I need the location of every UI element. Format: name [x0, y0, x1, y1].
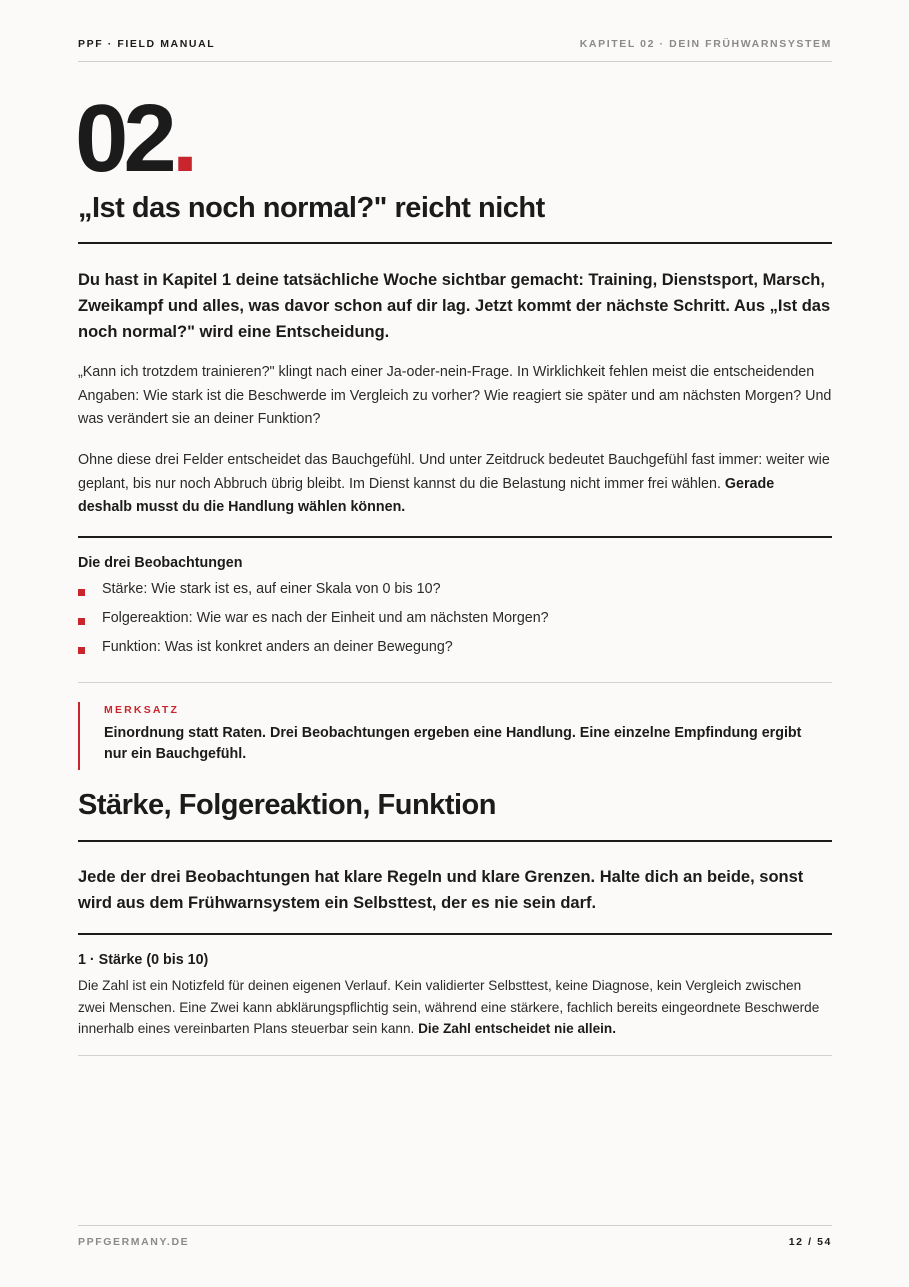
subsection-heading: 1 · Stärke (0 bis 10) — [78, 952, 209, 968]
bullet-square-icon — [78, 647, 85, 654]
section-rule — [78, 840, 832, 842]
footer-website: PPFGERMANY.DE — [78, 1236, 190, 1248]
subsection-end-rule — [78, 1055, 832, 1056]
section-lead: Jede der drei Beobachtungen hat klare Regeln und klare Grenzen. Halte dich an beide, sonst wird aus dem Frühwarnsystem ein Selbsttest, der es nie sein darf. — [78, 868, 804, 912]
page-footer — [78, 1225, 832, 1248]
subsection-text-body: Die Zahl ist ein Notizfeld für deinen eigenen Verlauf. Kein validierter Selbsttest, keine Diagnose, kein Vergleich zwischen zwei Menschen. Eine Zwei kann abklärungspflichtig sein, während eine stärkere, fachlich bereits eingeordnete Beschwerde innerhalb eines vereinbarten Plans steuerbar sein kann. — [78, 978, 820, 1036]
intro-paragraph-2-text: Ohne diese drei Felder entscheidet das Bauchgefühl. Und unter Zeitdruck bedeutet Bauchgefühl fast immer: weiter wie geplant, bis nur noch Abbruch übrig bleibt. Im Dienst kannst du die Belastung nicht immer frei wählen. — [78, 452, 830, 492]
callout-divider — [78, 682, 832, 683]
list-item-text: Funktion: Was ist konkret anders an deiner Bewegung? — [102, 639, 453, 655]
list-item-text: Folgereaktion: Wie war es nach der Einheit und am nächsten Morgen? — [102, 610, 549, 626]
merksatz-label: MERKSATZ — [104, 704, 180, 716]
title-rule — [78, 242, 832, 244]
subsection-text — [78, 975, 832, 1040]
header-brand: PPF · FIELD MANUAL — [78, 38, 216, 50]
bullet-square-icon — [78, 618, 85, 625]
chapter-number-dot: . — [171, 85, 199, 192]
chapter-title: „Ist das noch normal?" reicht nicht — [78, 192, 545, 224]
subsection-text-emphasis: Die Zahl entscheidet nie allein. — [418, 1021, 616, 1036]
intro-paragraph-1: „Kann ich trotzdem trainieren?" klingt nach einer Ja-oder-nein-Frage. In Wirklichkeit fehlen meist die entscheidenden Angaben: Wie stark ist die Beschwerde im Vergleich zu vorher? Wie reagiert sie später und am nächsten Morgen? Und was verändert sie an deiner Funktion? — [78, 364, 832, 427]
chapter-number-digits: 02 — [75, 85, 172, 192]
intro-paragraph-2 — [78, 449, 832, 520]
merksatz-text: Einordnung statt Raten. Drei Beobachtungen ergeben eine Handlung. Eine einzelne Empfindung ergibt nur ein Bauchgefühl. — [104, 725, 802, 762]
list-item — [78, 575, 832, 604]
list-item — [78, 604, 832, 633]
page-header — [78, 38, 832, 62]
chapter-number — [75, 84, 198, 194]
list-item — [78, 633, 832, 662]
bullet-square-icon — [78, 589, 85, 596]
header-chapter: KAPITEL 02 · DEIN FRÜHWARNSYSTEM — [579, 38, 832, 50]
merksatz-callout — [78, 702, 802, 770]
section-title: Stärke, Folgereaktion, Funktion — [78, 789, 496, 821]
list-item-text: Stärke: Wie stark ist es, auf einer Skala von 0 bis 10? — [102, 581, 441, 597]
subsection-rule — [78, 933, 832, 935]
page-number: 12 / 54 — [788, 1236, 832, 1248]
observations-list — [78, 575, 832, 662]
intro-paragraph-2-emphasis: Gerade deshalb musst du die Handlung wählen können. — [78, 475, 775, 515]
observations-rule — [78, 536, 832, 538]
observations-heading: Die drei Beobachtungen — [78, 555, 243, 571]
intro-lead: Du hast in Kapitel 1 deine tatsächliche Woche sichtbar gemacht: Training, Dienstsport, Marsch, Zweikampf und alles, was davor schon auf dir lag. Jetzt kommt der nächste Schritt. Aus „Ist das noch normal?" wird eine Entscheidung. — [78, 271, 831, 341]
